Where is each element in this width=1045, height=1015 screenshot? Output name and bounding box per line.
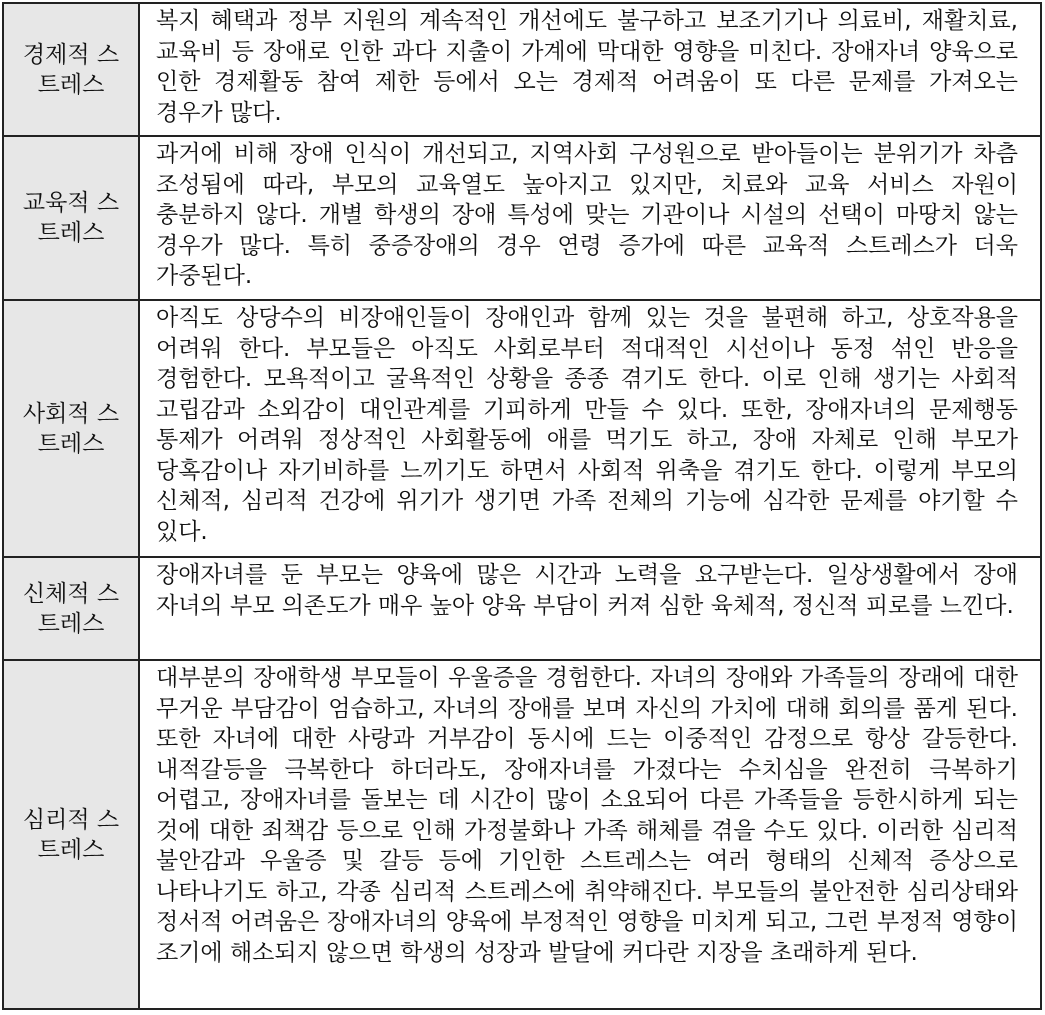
row-description: 장애자녀를 둔 부모는 양육에 많은 시간과 노력을 요구받는다. 일상생활에서 장애 자녀의 부모 의존도가 매우 높아 양육 부담이 커져 심한 육체적, 정신적 피로를 느낀다. <box>139 557 1041 660</box>
table-row-social <box>3 300 1041 557</box>
row-label-cell <box>3 660 139 1009</box>
row-label: 교육적 스트레스 <box>22 190 120 246</box>
row-label-cell <box>3 3 139 136</box>
stress-table <box>2 2 1042 1010</box>
row-label: 신체적 스트레스 <box>22 580 120 637</box>
row-description: 아직도 상당수의 비장애인들이 장애인과 함께 있는 것을 불편해 하고, 상호작용을 어려워 한다. 부모들은 아직도 사회로부터 적대적인 시선이나 동정 섞인 반응을 경험한다. 모욕적이고 굴욕적인 상황을 종종 겪기도 한다. 이로 인해 생기는 사회적 고립감과 소외감이 대인관계를 기피하게 만들 수 있다. 또한, 장애자녀의 문제행동 통제가 어려워 정상적인 사회활동에 애를 먹기도 하고, 장애 자체로 인해 부모가 당혹감이나 자기비하를 느끼기도 하면서 사회적 위축을 겪기도 한다. 이렇게 부모의 신체적, 심리적 건강에 위기가 생기면 가족 전체의 기능에 심각한 문제를 야기할 수 있다. <box>139 300 1041 557</box>
table-row-psychological <box>3 660 1041 1009</box>
row-label-cell <box>3 557 139 660</box>
row-label-cell <box>3 136 139 300</box>
table-row-physical <box>3 557 1041 660</box>
row-description: 복지 혜택과 정부 지원의 계속적인 개선에도 불구하고 보조기기나 의료비, 재활치료, 교육비 등 장애로 인한 과다 지출이 가계에 막대한 영향을 미친다. 장애자녀 양육으로 인한 경제활동 참여 제한 등에서 오는 경제적 어려움이 또 다른 문제를 가져오는 경우가 많다. <box>139 3 1041 136</box>
row-description: 대부분의 장애학생 부모들이 우울증을 경험한다. 자녀의 장애와 가족들의 장래에 대한 무거운 부담감이 엄습하고, 자녀의 장애를 보며 자신의 가치에 대해 회의를 품게 된다. 또한 자녀에 대한 사랑과 거부감이 동시에 드는 이중적인 감정으로 항상 갈등한다. 내적갈등을 극복한다 하더라도, 장애자녀를 가졌다는 수치심을 완전히 극복하기 어렵고, 장애자녀를 돌보는 데 시간이 많이 소요되어 다른 가족들을 등한시하게 되는 것에 대한 죄책감 등으로 인해 가정불화나 가족 해체를 겪을 수도 있다. 이러한 심리적 불안감과 우울증 및 갈등 등에 기인한 스트레스는 여러 형태의 신체적 증상으로 나타나기도 하고, 각종 심리적 스트레스에 취약해진다. 부모들의 불안전한 심리상태와 정서적 어려움은 장애자녀의 양육에 부정적인 영향을 미치게 되고, 그런 부정적 영향이 조기에 해소되지 않으면 학생의 성장과 발달에 커다란 지장을 초래하게 된다. <box>139 660 1041 1009</box>
table-row-economic <box>3 3 1041 136</box>
row-label: 경제적 스트레스 <box>22 41 120 98</box>
row-label: 사회적 스트레스 <box>22 400 120 457</box>
row-description: 과거에 비해 장애 인식이 개선되고, 지역사회 구성원으로 받아들이는 분위기가 차츰 조성됨에 따라, 부모의 교육열도 높아지고 있지만, 치료와 교육 서비스 자원이 충분하지 않다. 개별 학생의 장애 특성에 맞는 기관이나 시설의 선택이 마땅치 않는 경우가 많다. 특히 중증장애의 경우 연령 증가에 따른 교육적 스트레스가 더욱 가중된다. <box>139 136 1041 300</box>
row-label: 심리적 스트레스 <box>22 806 120 863</box>
row-label-cell <box>3 300 139 557</box>
table-row-educational <box>3 136 1041 300</box>
